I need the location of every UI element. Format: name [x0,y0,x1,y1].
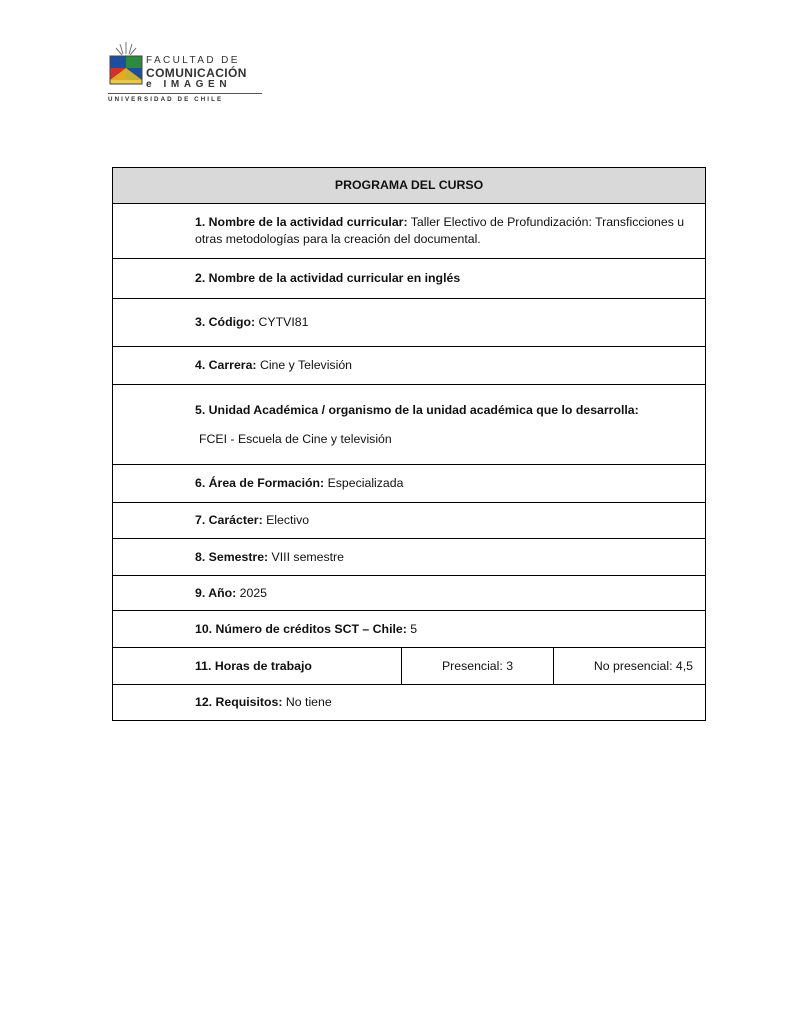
row-semestre [113,539,706,576]
table-row [113,465,706,503]
value-carrera: Cine y Televisión [256,358,352,372]
value-area: Especializada [324,476,404,490]
label-unidad: 5. Unidad Académica / organismo de la unidad académica que lo desarrolla: [195,402,639,417]
label-carrera: 4. Carrera: [195,358,257,372]
label-caracter: 7. Carácter: [195,513,263,527]
table-row [113,503,706,539]
table-row [113,685,706,721]
horas-no-presencial: No presencial: 4,5 [554,648,706,685]
value-codigo: CYTVI81 [255,315,309,329]
label-area: 6. Área de Formación: [195,476,325,490]
university-crest-icon [108,40,144,90]
value-unidad: FCEI - Escuela de Cine y televisión [199,431,392,446]
table-row [113,168,706,204]
value-caracter: Electivo [262,513,310,527]
row-nombre [113,204,706,259]
table-row [113,385,706,465]
program-title: PROGRAMA DEL CURSO [113,168,706,204]
value-semestre: VIII semestre [268,549,344,564]
row-area [113,465,706,503]
logo-line2: COMUNICACIÓN [146,66,247,80]
course-program-table [112,167,706,721]
label-anio: 9. Año: [195,585,237,600]
table-row [113,259,706,299]
row-requisitos [113,685,706,721]
value-requisitos: No tiene [282,695,332,709]
value-creditos: 5 [406,621,418,636]
table-row [113,204,706,259]
row-creditos [113,611,706,648]
table-row [113,539,706,576]
row-unidad [113,385,706,465]
table-row [113,299,706,347]
row-carrera [113,347,706,385]
logo-university: UNIVERSIDAD DE CHILE [108,96,224,103]
value-nombre: Taller Electivo de Profundización: Transficciones u otras metodologías para la creación del documental. [195,215,685,246]
label-requisitos: 12. Requisitos: [195,695,283,709]
row-caracter [113,503,706,539]
table-row [113,611,706,648]
label-nombre: 1. Nombre de la actividad curricular: [195,215,408,229]
row-horas-label [113,648,402,685]
row-codigo [113,299,706,347]
logo-text [146,55,247,91]
table-row [113,347,706,385]
label-codigo: 3. Código: [195,315,256,329]
label-ingles: 2. Nombre de la actividad curricular en inglés [195,271,461,285]
logo-line1: FACULTAD DE [146,55,240,66]
table-row [113,648,706,685]
row-ingles [113,259,706,299]
label-semestre: 8. Semestre: [195,549,269,564]
value-anio: 2025 [236,585,267,600]
label-creditos: 10. Número de créditos SCT – Chile: [195,621,407,636]
label-horas: 11. Horas de trabajo [195,658,312,673]
table-row [113,576,706,611]
faculty-logo [108,40,268,106]
logo-line3: e IMAGEN [146,79,232,90]
horas-presencial: Presencial: 3 [402,648,554,685]
logo-divider [108,93,262,94]
row-anio [113,576,706,611]
